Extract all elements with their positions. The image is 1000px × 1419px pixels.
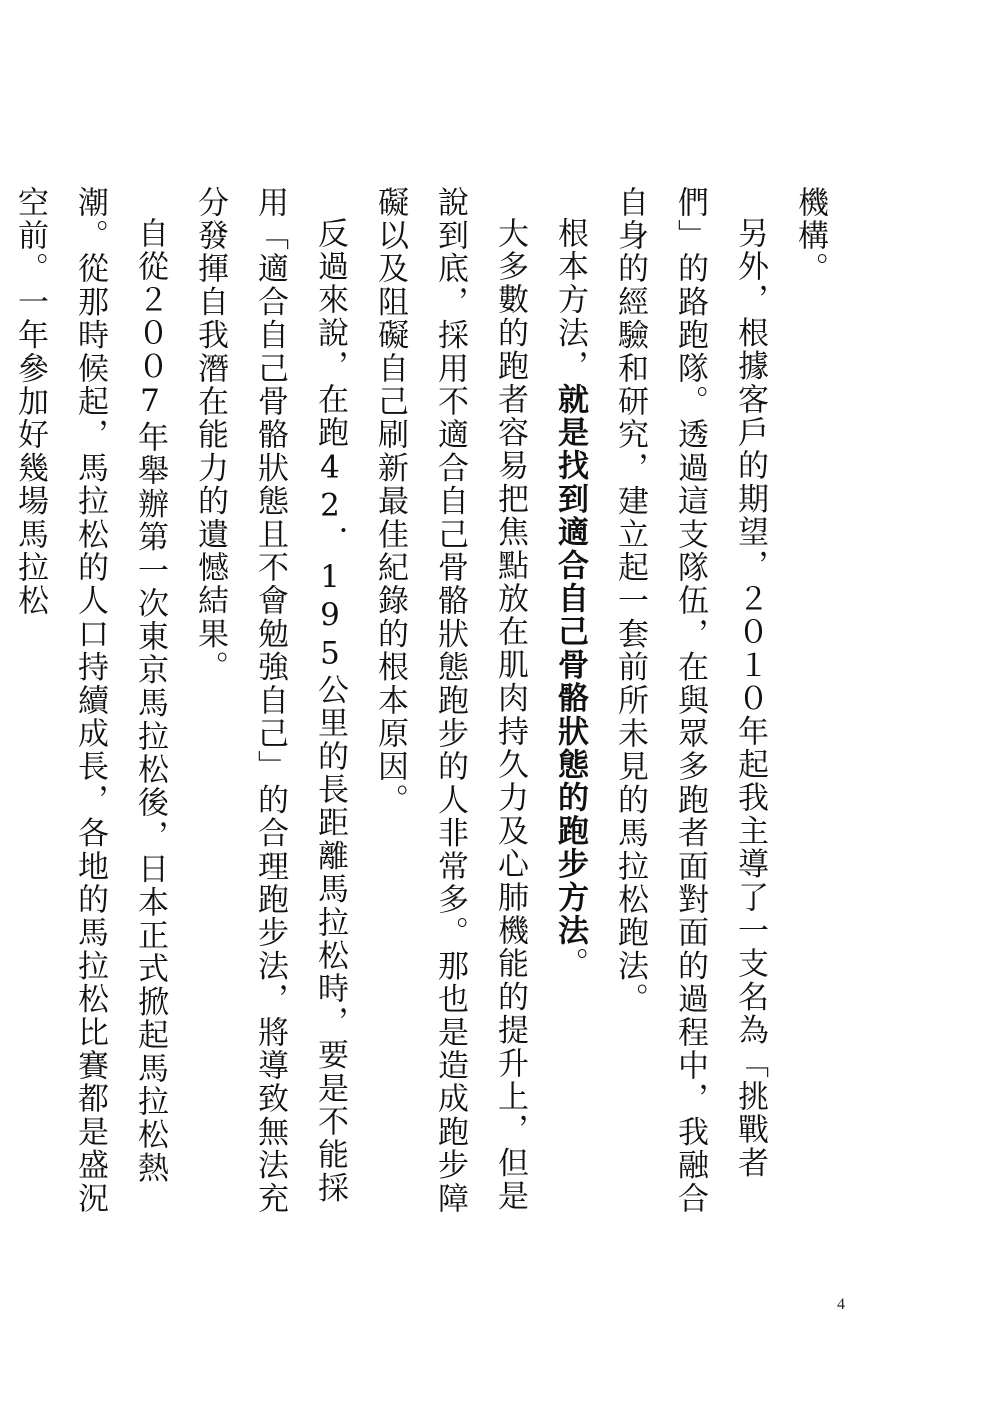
- paragraph-6: 自從２００7年舉辦第一次東京馬拉松後，日本正式掀起馬拉松熱潮。從那時候起，馬拉松的人口持續成長，各地的馬拉松比賽都是盛況空前。一年參加好幾場馬拉松: [12, 186, 168, 1216]
- paragraph-3-emphasis: 就是找到適合自己骨骼狀態的跑步方法: [552, 383, 588, 948]
- paragraph-1: 機構。: [792, 186, 828, 286]
- paragraph-2: 另外，根據客戶的期望，２０１０年起我主導了一支名為「挑戰者們」的路跑隊。透過這支隊伍，在與眾多跑者面對面的過程中，我融合自身的經驗和研究，建立起一套前所未見的馬拉松跑法。: [612, 186, 768, 1216]
- paragraph-3-lead: 根本方法，: [552, 217, 588, 383]
- paragraph-5: 反過來說，在跑42．195公里的長距離馬拉松時，要是不能採用「適合自己骨骼狀態且不會勉強自己」的合理跑步法，將導致無法充分發揮自我潛在能力的遺憾結果。: [192, 186, 348, 1216]
- body-text: [12, 186, 840, 1226]
- paragraph-4: 大多數的跑者容易把焦點放在肌肉持久力及心肺機能的提升上，但是說到底，採用不適合自己骨骼狀態跑步的人非常多。那也是造成跑步障礙以及阻礙自己刷新最佳紀錄的根本原因。: [372, 186, 528, 1216]
- paragraph-3: [540, 186, 600, 1226]
- page-number: 4: [837, 1296, 845, 1313]
- paragraph-3-tail: 。: [552, 947, 588, 981]
